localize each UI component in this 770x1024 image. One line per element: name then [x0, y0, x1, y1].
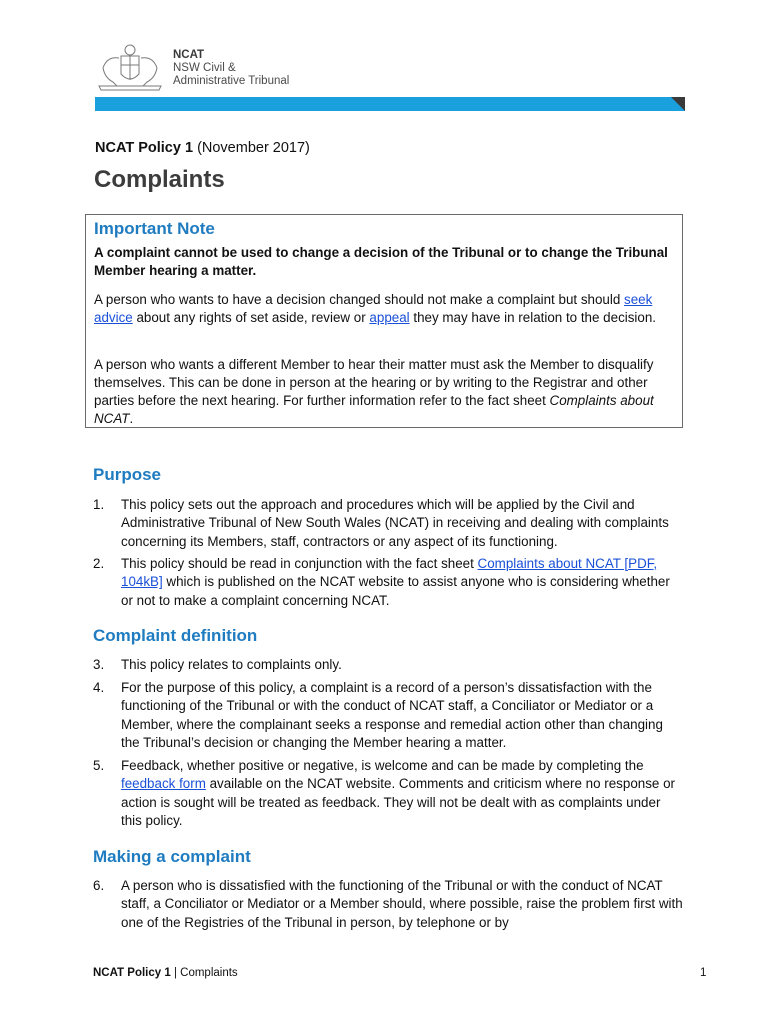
item-text: A person who is dissatisfied with the functioning of the Tribunal or with the conduct of NCAT staff, a Conciliator or Mediator or a Member should, where possible, raise the problem first with one of the Registries of the Tribunal in person, by telephone or by: [121, 878, 683, 930]
page-number: 1: [700, 967, 707, 979]
item-number: 6.: [93, 878, 105, 893]
list-item: [93, 496, 683, 551]
policy-date: (November 2017): [197, 140, 310, 156]
list-item: [93, 656, 683, 674]
coat-of-arms-icon: [95, 42, 165, 92]
policy-label: NCAT Policy 1: [95, 140, 194, 156]
item-number: 1.: [93, 497, 105, 512]
important-note-box: [85, 214, 683, 428]
list-item: [93, 679, 683, 752]
note-p2-end: .: [129, 411, 134, 426]
footer-label: NCAT Policy 1: [93, 967, 171, 979]
note-p2-text: A person who wants a different Member to hear their matter must ask the Member to disqualify themselves. This can be done in person at the hearing or by writing to the Registrar and other parties before the next hearing. For further information refer to the fact sheet: [94, 357, 654, 408]
org-short: NCAT: [173, 49, 205, 61]
header-bar: [95, 97, 685, 111]
item-text: [121, 757, 683, 830]
note-p1-before: A person who wants to have a decision changed should not make a complaint but should: [94, 292, 625, 307]
org-name: [173, 49, 289, 88]
footer-section: Complaints: [180, 967, 238, 979]
appeal-link[interactable]: appeal: [369, 310, 410, 325]
list-item: [93, 877, 683, 932]
complaints-about-ncat-link[interactable]: Complaints about NCAT [PDF, 104kB]: [121, 556, 658, 590]
item-number: 2.: [93, 556, 105, 571]
footer-separator: |: [170, 967, 181, 979]
important-note-bold-text: A complaint cannot be used to change a decision of the Tribunal or to change the Tribunal Member hearing a matter.: [94, 245, 668, 278]
item-number: 3.: [93, 657, 105, 672]
org-line-1: NSW Civil &: [173, 62, 236, 74]
item-text: This policy sets out the approach and procedures which will be applied by the Civil and Administrative Tribunal of New South Wales (NCAT) in receiving and dealing with complaints concerning its Members, staff, contractors or any aspect of its functioning.: [121, 497, 669, 549]
seek-advice-link[interactable]: seek advice: [94, 292, 653, 325]
purpose-heading: Purpose: [93, 465, 162, 484]
item-number: 4.: [93, 680, 105, 695]
item5-after: available on the NCAT website. Comments and criticism where no response or action is sought will be treated as feedback. They will not be dealt with as complaints under this policy.: [121, 776, 675, 828]
complaint-definition-heading: Complaint definition: [93, 626, 258, 645]
important-note-paragraph-2: [94, 356, 679, 428]
note-p2-italic: Complaints about NCAT: [94, 393, 654, 426]
ncat-logo: [95, 42, 295, 94]
item-text: This policy relates to complaints only.: [121, 657, 342, 672]
item5-before: Feedback, whether positive or negative, is welcome and can be made by completing the: [121, 758, 644, 773]
item2-after: which is published on the NCAT website to assist anyone who is considering whether or not to make a complaint concerning NCAT.: [121, 574, 670, 608]
important-note-heading: Important Note: [94, 219, 215, 238]
item-text: [121, 555, 683, 610]
item-number: 5.: [93, 758, 105, 773]
page-title: Complaints: [94, 166, 225, 193]
list-item: [93, 555, 683, 610]
note-p1-mid: about any rights of set aside, review or: [132, 310, 370, 325]
note-p1-after: they may have in relation to the decision.: [409, 310, 657, 325]
important-note-paragraph-1: [94, 291, 679, 327]
page-footer: [93, 967, 238, 979]
org-line-2: Administrative Tribunal: [173, 75, 290, 87]
list-item: [93, 757, 683, 830]
item-text: For the purpose of this policy, a complaint is a record of a person’s dissatisfaction with the functioning of the Tribunal or with the conduct of NCAT staff, a Conciliator or Mediator or a Member, where the complainant seeks a response and remedial action other than changing the Tribunal’s decision or changing the Member hearing a matter.: [121, 680, 663, 750]
item2-before: This policy should be read in conjunction with the fact sheet: [121, 556, 478, 571]
feedback-form-link[interactable]: feedback form: [121, 776, 206, 792]
header-bar-corner: [671, 97, 685, 111]
making-a-complaint-heading: Making a complaint: [93, 847, 251, 866]
policy-line: [95, 140, 310, 156]
